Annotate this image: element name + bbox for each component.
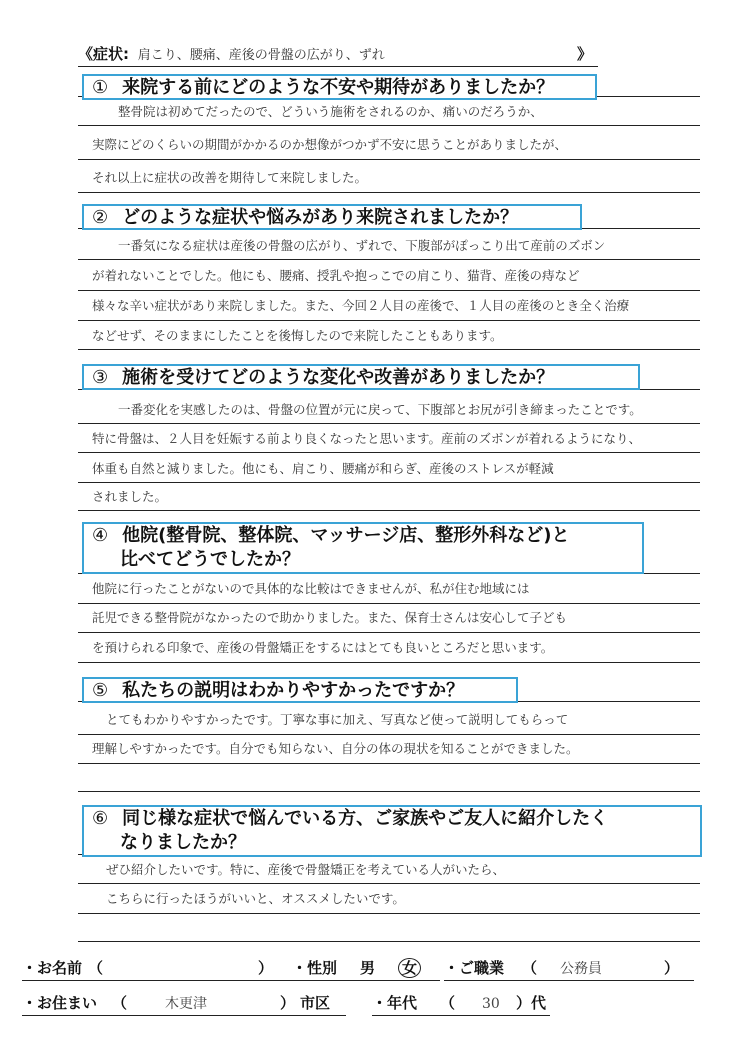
symptom-value: 肩こり、腰痛、産後の骨盤の広がり、ずれ [137, 48, 385, 63]
answer-4-line-3: を預けられる印象で、産後の骨盤矯正をするにはとても良いところだと思います。 [92, 640, 554, 655]
question-1-box [82, 74, 597, 100]
answer-line [78, 259, 700, 260]
question-4-text-line-2: 比べてどうでしたか？ [120, 549, 300, 570]
answer-line [78, 510, 700, 511]
job-value: 公務員 [560, 961, 602, 977]
answer-line [78, 662, 700, 663]
answer-2-line-2: が着れないことでした。他にも、腰痛、授乳や抱っこでの肩こり、猫背、産後の痔など [92, 268, 580, 283]
name-underline [22, 980, 292, 981]
answer-line [78, 482, 700, 483]
question-6-box [82, 805, 702, 857]
answer-3-line-3: 体重も自然と減りました。他にも、肩こり、腰痛が和らぎ、産後のストレスが軽減 [92, 461, 554, 476]
gender-female-selected [398, 958, 421, 978]
answer-line [78, 290, 700, 291]
symptom-label: 《症状: [78, 45, 129, 63]
address-close-paren: ） [280, 994, 296, 1012]
question-2-text: どのような症状や悩みがあり来院されましたか？ [122, 207, 519, 228]
answer-line [78, 941, 700, 942]
answer-5-line-1: とてもわかりやすかったです。丁寧な事に加え、写真など使って説明してもらって [106, 712, 569, 727]
answer-line [78, 883, 700, 884]
question-2-number: ② [92, 207, 109, 228]
question-5-text: 私たちの説明はわかりやすかったですか？ [122, 680, 465, 701]
answer-3-line-2: 特に骨盤は、２人目を妊娠する前より良くなったと思います。産前のズボンが着れるようになり、 [92, 431, 642, 446]
job-close-paren: ） [664, 959, 680, 977]
answer-1-line-2: 実際にどのくらいの期間がかかるのか想像がつかず不安に思うことがありましたが、 [92, 137, 568, 152]
answer-line [78, 452, 700, 453]
name-field-label: ・お名前 [22, 959, 83, 977]
answer-6-line-1: ぜひ紹介したいです。特に、産後で骨盤矯正を考えている人がいたら、 [106, 862, 506, 877]
answer-5-line-2: 理解しやすかったです。自分でも知らない、自分の体の現状を知ることができました。 [92, 741, 579, 756]
city-ward-label: 市区 [300, 994, 331, 1012]
symptom-close-bracket: 》 [576, 45, 592, 63]
answer-line [78, 192, 700, 193]
answer-3-line-1: 一番変化を実感したのは、骨盤の位置が元に戻って、下腹部とお尻が引き締まったことです。 [118, 402, 642, 417]
job-open-paren: （ [522, 959, 538, 977]
answer-line [78, 320, 700, 321]
gender-field-label: ・性別 [292, 959, 338, 977]
age-value: 30 [482, 996, 500, 1012]
answer-line [78, 603, 700, 604]
question-6-text: 同じ様な症状で悩んでいる方、ご家族やご友人に紹介したく [122, 808, 609, 829]
job-field-label: ・ご職業 [444, 959, 505, 977]
question-1-text: 来院する前にどのような不安や期待がありましたか？ [122, 77, 555, 98]
age-open-paren: （ [440, 994, 456, 1012]
question-3-text: 施術を受けてどのような変化や改善がありましたか？ [122, 367, 555, 388]
gender-underline [292, 980, 440, 981]
answer-line [78, 125, 700, 126]
age-field-label: ・年代 [372, 994, 418, 1012]
question-4-number: ④ [92, 525, 109, 546]
question-2-box [82, 204, 582, 230]
job-underline [444, 980, 694, 981]
name-open-paren: （ [88, 959, 104, 977]
answer-line [78, 734, 700, 735]
address-open-paren: （ [112, 994, 128, 1012]
question-1-number: ① [92, 77, 109, 98]
answer-1-line-3: それ以上に症状の改善を期待して来院しました。 [92, 170, 368, 185]
address-value: 木更津 [165, 996, 207, 1012]
question-6-text-line-2: なりましたか？ [120, 832, 246, 853]
answer-line [78, 632, 700, 633]
question-3-box [82, 364, 640, 390]
answer-line [78, 763, 700, 764]
address-field-label: ・お住まい [22, 994, 98, 1012]
answer-6-line-2: こちらに行ったほうがいいと、オススメしたいです。 [106, 891, 405, 906]
answer-3-line-4: されました。 [92, 489, 168, 504]
answer-2-line-1: 一番気になる症状は産後の骨盤の広がり、ずれで、下腹部がぽっこり出て産前のズボン [118, 238, 606, 253]
answer-line [78, 159, 700, 160]
symptom-field [78, 42, 598, 67]
answer-1-line-1: 整骨院は初めてだったので、どういう施術をされるのか、痛いのだろうか、 [118, 104, 543, 119]
address-underline [22, 1015, 346, 1016]
answer-2-line-4: などせず、そのままにしたことを後悔したので来院したこともあります。 [92, 328, 503, 343]
age-underline [372, 1015, 550, 1016]
gender-female-circle: 女 [398, 958, 421, 978]
question-5-number: ⑤ [92, 680, 109, 701]
gender-male: 男 [360, 959, 376, 977]
question-6-number: ⑥ [92, 808, 109, 829]
answer-line [78, 423, 700, 424]
answer-4-line-2: 託児できる整骨院がなかったので助かりました。また、保育士さんは安心して子ども [92, 610, 568, 625]
answer-2-line-3: 様々な辛い症状があり来院しました。また、今回２人目の産後で、１人目の産後のとき全く治療 [92, 298, 630, 313]
name-close-paren: ） [258, 959, 274, 977]
question-5-box [82, 677, 518, 703]
answer-line [78, 349, 700, 350]
answer-4-line-1: 他院に行ったことがないので具体的な比較はできませんが、私が住む地域には [92, 581, 530, 596]
answer-line [78, 791, 700, 792]
question-4-text: 他院(整骨院、整体院、マッサージ店、整形外科など)と [122, 525, 570, 546]
answer-line [78, 913, 700, 914]
age-close-suffix: ）代 [516, 994, 547, 1012]
question-4-box [82, 522, 644, 574]
question-3-number: ③ [92, 367, 109, 388]
